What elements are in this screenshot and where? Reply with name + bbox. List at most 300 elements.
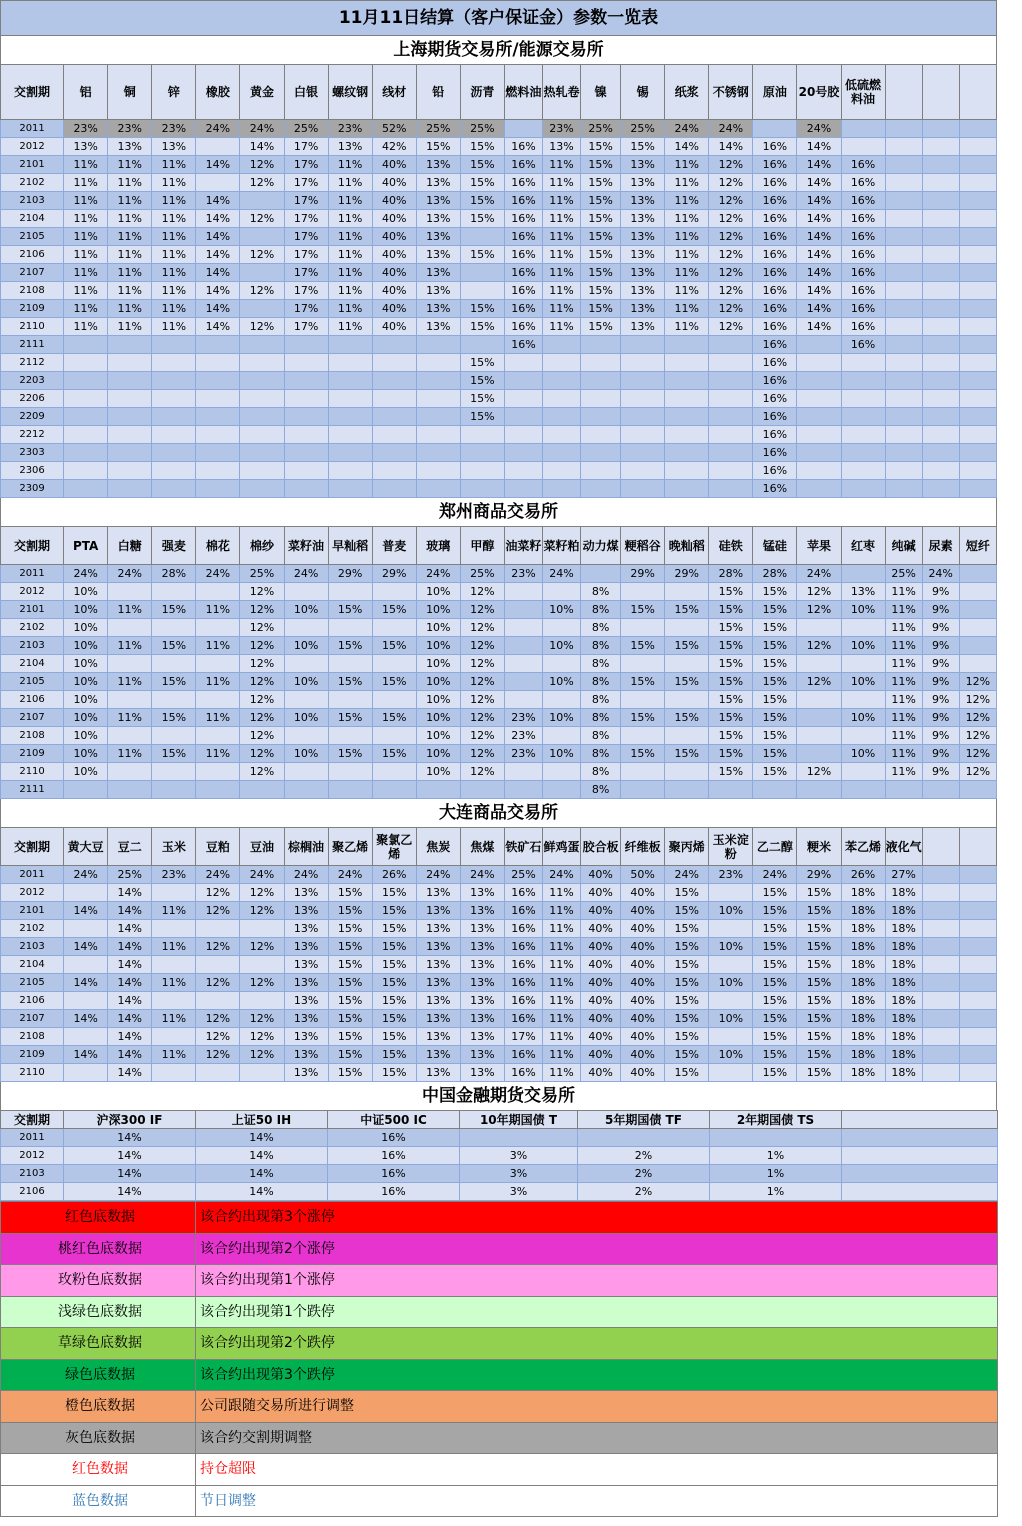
margin-cell: 13% [460, 938, 504, 956]
margin-cell: 10% [64, 619, 108, 637]
margin-cell: 16% [841, 174, 885, 192]
margin-cell [709, 462, 753, 480]
margin-cell: 25% [621, 120, 665, 138]
column-header: 焦煤 [460, 828, 504, 866]
margin-cell [240, 1064, 284, 1082]
margin-cell: 11% [64, 156, 108, 174]
delivery-period-cell: 2103 [1, 938, 64, 956]
margin-cell: 16% [504, 1064, 542, 1082]
margin-cell [922, 1046, 959, 1064]
margin-cell: 13% [460, 992, 504, 1010]
margin-cell: 17% [504, 1028, 542, 1046]
margin-cell: 15% [665, 1046, 709, 1064]
margin-cell: 18% [885, 938, 922, 956]
margin-cell: 16% [753, 408, 797, 426]
margin-cell: 40% [372, 318, 416, 336]
margin-cell: 11% [152, 192, 196, 210]
table-row [1, 974, 997, 992]
table-row [1, 673, 997, 691]
margin-cell: 11% [542, 156, 580, 174]
margin-cell [416, 354, 460, 372]
margin-cell [922, 264, 959, 282]
margin-cell [64, 1064, 108, 1082]
margin-cell: 14% [196, 300, 240, 318]
margin-cell [64, 354, 108, 372]
margin-cell: 13% [542, 138, 580, 156]
margin-cell [542, 462, 580, 480]
legend-description: 节日调整 [196, 1485, 998, 1517]
margin-cell: 15% [460, 156, 504, 174]
margin-cell [581, 336, 621, 354]
legend-row [1, 1485, 998, 1517]
margin-cell: 15% [372, 745, 416, 763]
margin-cell: 14% [797, 264, 841, 282]
margin-cell: 15% [621, 637, 665, 655]
margin-cell: 16% [753, 264, 797, 282]
margin-cell: 15% [753, 637, 797, 655]
delivery-period-cell: 2012 [1, 1147, 64, 1165]
margin-cell [196, 444, 240, 462]
margin-cell [196, 174, 240, 192]
margin-cell: 11% [885, 601, 922, 619]
margin-cell [328, 763, 372, 781]
margin-cell [665, 444, 709, 462]
margin-cell: 40% [581, 884, 621, 902]
margin-cell: 12% [240, 727, 284, 745]
margin-cell [372, 354, 416, 372]
margin-cell: 12% [709, 174, 753, 192]
margin-cell [665, 408, 709, 426]
margin-cell: 11% [152, 228, 196, 246]
header-row [1, 65, 997, 120]
column-header: 豆粕 [196, 828, 240, 866]
margin-cell [621, 444, 665, 462]
margin-cell [959, 156, 996, 174]
margin-cell: 18% [841, 956, 885, 974]
margin-cell [328, 781, 372, 799]
margin-cell: 16% [753, 174, 797, 192]
delivery-period-cell: 2108 [1, 727, 64, 745]
margin-cell: 18% [885, 1064, 922, 1082]
delivery-period-cell: 2106 [1, 691, 64, 709]
legend-row [1, 1233, 998, 1265]
margin-cell: 14% [196, 1147, 328, 1165]
margin-cell [328, 426, 372, 444]
margin-cell [108, 354, 152, 372]
margin-cell: 13% [284, 956, 328, 974]
margin-cell: 18% [841, 1028, 885, 1046]
margin-cell [885, 264, 922, 282]
margin-cell: 13% [460, 1028, 504, 1046]
margin-cell: 11% [152, 974, 196, 992]
delivery-period-cell: 2206 [1, 390, 64, 408]
margin-cell: 12% [709, 300, 753, 318]
margin-cell: 11% [665, 156, 709, 174]
margin-cell: 11% [108, 318, 152, 336]
margin-cell [64, 1028, 108, 1046]
margin-cell [64, 884, 108, 902]
margin-cell [959, 210, 996, 228]
margin-cell: 15% [328, 601, 372, 619]
margin-cell: 15% [372, 920, 416, 938]
margin-cell: 10% [542, 709, 580, 727]
margin-cell: 16% [504, 174, 542, 192]
delivery-period-cell: 2012 [1, 884, 64, 902]
margin-cell [284, 354, 328, 372]
table-cffex [0, 1110, 998, 1201]
margin-cell [240, 390, 284, 408]
margin-cell: 15% [753, 655, 797, 673]
column-header: 锡 [621, 65, 665, 120]
sheet-title: 11月11日结算（客户保证金）参数一览表 [0, 0, 997, 36]
margin-cell: 15% [581, 318, 621, 336]
margin-cell [196, 619, 240, 637]
margin-cell [504, 408, 542, 426]
margin-cell [64, 390, 108, 408]
delivery-period-cell: 2303 [1, 444, 64, 462]
column-header: 黄大豆 [64, 828, 108, 866]
margin-cell: 27% [885, 866, 922, 884]
margin-cell: 11% [542, 1010, 580, 1028]
margin-cell: 12% [240, 745, 284, 763]
margin-cell: 13% [460, 1064, 504, 1082]
margin-cell [885, 228, 922, 246]
legend-row [1, 1296, 998, 1328]
margin-cell [152, 583, 196, 601]
table-row [1, 318, 997, 336]
column-header: 粳米 [797, 828, 841, 866]
delivery-period-cell: 2106 [1, 246, 64, 264]
margin-cell [797, 745, 841, 763]
column-header: 油菜籽 [504, 527, 542, 565]
margin-cell [842, 1183, 998, 1201]
margin-cell: 15% [797, 974, 841, 992]
margin-cell [108, 390, 152, 408]
margin-cell: 13% [284, 938, 328, 956]
margin-cell: 15% [372, 956, 416, 974]
margin-cell: 16% [753, 372, 797, 390]
margin-cell: 12% [959, 745, 996, 763]
margin-cell: 15% [328, 884, 372, 902]
margin-cell [240, 992, 284, 1010]
margin-cell: 11% [542, 300, 580, 318]
margin-cell: 15% [753, 1028, 797, 1046]
delivery-period-cell: 2212 [1, 426, 64, 444]
margin-cell [108, 619, 152, 637]
margin-cell: 11% [542, 956, 580, 974]
margin-cell: 12% [959, 709, 996, 727]
margin-cell: 28% [753, 565, 797, 583]
column-header: 短纤 [959, 527, 996, 565]
margin-cell: 13% [416, 174, 460, 192]
margin-cell: 24% [753, 866, 797, 884]
margin-cell: 15% [581, 246, 621, 264]
margin-cell [504, 426, 542, 444]
margin-cell: 8% [581, 655, 621, 673]
margin-cell [885, 192, 922, 210]
margin-cell [416, 462, 460, 480]
margin-cell [959, 1064, 996, 1082]
margin-cell: 11% [542, 264, 580, 282]
margin-cell: 10% [416, 637, 460, 655]
margin-cell: 23% [108, 120, 152, 138]
margin-cell [542, 444, 580, 462]
margin-cell [284, 480, 328, 498]
margin-cell: 15% [797, 920, 841, 938]
margin-cell: 11% [108, 601, 152, 619]
margin-cell: 14% [64, 974, 108, 992]
margin-cell: 14% [64, 1046, 108, 1064]
margin-cell [542, 763, 580, 781]
margin-cell: 12% [240, 583, 284, 601]
margin-cell: 14% [797, 300, 841, 318]
margin-cell [284, 781, 328, 799]
column-header: 强麦 [152, 527, 196, 565]
margin-cell: 12% [240, 974, 284, 992]
margin-cell [621, 619, 665, 637]
delivery-period-cell: 2109 [1, 300, 64, 318]
margin-cell: 13% [416, 282, 460, 300]
margin-cell: 17% [284, 282, 328, 300]
margin-cell: 15% [665, 938, 709, 956]
margin-cell: 15% [372, 884, 416, 902]
margin-cell: 15% [328, 673, 372, 691]
margin-cell [922, 902, 959, 920]
margin-cell [709, 336, 753, 354]
margin-cell: 16% [753, 354, 797, 372]
margin-cell: 18% [885, 1010, 922, 1028]
margin-cell [665, 763, 709, 781]
margin-cell: 11% [196, 745, 240, 763]
margin-cell [665, 462, 709, 480]
section-title-shfe: 上海期货交易所/能源交易所 [0, 36, 997, 64]
margin-cell [959, 192, 996, 210]
margin-cell: 16% [504, 138, 542, 156]
margin-cell [284, 390, 328, 408]
delivery-period-cell: 2102 [1, 920, 64, 938]
margin-cell: 8% [581, 709, 621, 727]
margin-cell [64, 956, 108, 974]
margin-cell: 13% [284, 974, 328, 992]
margin-cell: 14% [797, 174, 841, 192]
margin-cell [922, 390, 959, 408]
margin-cell: 16% [504, 264, 542, 282]
margin-cell: 15% [709, 583, 753, 601]
margin-cell: 40% [621, 974, 665, 992]
margin-cell: 15% [372, 601, 416, 619]
margin-cell: 10% [709, 938, 753, 956]
column-header: 黄金 [240, 65, 284, 120]
margin-cell [240, 480, 284, 498]
margin-cell: 10% [64, 691, 108, 709]
margin-cell: 16% [328, 1147, 460, 1165]
margin-cell: 13% [621, 282, 665, 300]
margin-cell: 14% [196, 264, 240, 282]
column-header: 纯碱 [885, 527, 922, 565]
margin-cell [753, 781, 797, 799]
margin-cell: 12% [460, 763, 504, 781]
margin-cell: 13% [460, 884, 504, 902]
margin-cell: 14% [196, 1183, 328, 1201]
margin-cell [64, 462, 108, 480]
margin-cell [922, 992, 959, 1010]
margin-cell: 16% [841, 300, 885, 318]
margin-cell [152, 426, 196, 444]
margin-cell: 24% [196, 120, 240, 138]
margin-cell [959, 637, 996, 655]
margin-cell [504, 673, 542, 691]
margin-cell: 14% [108, 956, 152, 974]
margin-cell: 11% [542, 192, 580, 210]
margin-cell: 16% [753, 390, 797, 408]
margin-cell: 24% [64, 565, 108, 583]
margin-cell: 9% [922, 745, 959, 763]
column-header: 豆二 [108, 828, 152, 866]
margin-cell [959, 619, 996, 637]
margin-cell: 8% [581, 673, 621, 691]
margin-cell [542, 619, 580, 637]
margin-cell: 40% [372, 210, 416, 228]
margin-cell [959, 138, 996, 156]
margin-cell [240, 920, 284, 938]
column-header: 5年期国债 TF [578, 1111, 710, 1129]
margin-cell [460, 336, 504, 354]
delivery-period-cell: 2011 [1, 866, 64, 884]
margin-cell: 13% [416, 1028, 460, 1046]
margin-cell [64, 372, 108, 390]
margin-cell: 9% [922, 583, 959, 601]
legend-description: 持仓超限 [196, 1454, 998, 1486]
margin-cell: 13% [416, 920, 460, 938]
margin-cell [240, 336, 284, 354]
column-header: 铝 [64, 65, 108, 120]
margin-cell [885, 354, 922, 372]
legend-row [1, 1265, 998, 1297]
table-row [1, 372, 997, 390]
margin-cell: 14% [108, 1064, 152, 1082]
margin-cell [959, 1046, 996, 1064]
header-row [1, 1111, 998, 1129]
margin-cell [621, 781, 665, 799]
margin-cell: 11% [665, 228, 709, 246]
margin-cell: 12% [460, 691, 504, 709]
section-title-cffex: 中国金融期货交易所 [0, 1082, 997, 1110]
margin-cell: 15% [665, 1010, 709, 1028]
margin-cell [797, 444, 841, 462]
margin-cell [108, 444, 152, 462]
margin-cell: 10% [841, 709, 885, 727]
margin-cell: 1% [710, 1183, 842, 1201]
margin-cell [959, 1010, 996, 1028]
margin-cell [922, 354, 959, 372]
margin-cell [959, 174, 996, 192]
margin-cell [504, 354, 542, 372]
margin-cell: 17% [284, 246, 328, 264]
margin-cell: 23% [152, 120, 196, 138]
margin-cell: 12% [196, 1010, 240, 1028]
margin-cell: 14% [196, 1165, 328, 1183]
table-row [1, 583, 997, 601]
delivery-period-cell: 2209 [1, 408, 64, 426]
margin-cell: 3% [460, 1183, 578, 1201]
margin-cell [372, 480, 416, 498]
margin-cell [328, 480, 372, 498]
margin-cell: 12% [709, 156, 753, 174]
margin-cell [152, 920, 196, 938]
column-header: 白银 [284, 65, 328, 120]
margin-cell [959, 372, 996, 390]
margin-cell: 9% [922, 655, 959, 673]
column-header: 棉花 [196, 527, 240, 565]
margin-cell: 8% [581, 619, 621, 637]
table-row [1, 1147, 998, 1165]
margin-cell: 15% [753, 902, 797, 920]
margin-cell [842, 1165, 998, 1183]
column-header: 玻璃 [416, 527, 460, 565]
margin-cell: 12% [240, 637, 284, 655]
margin-cell: 12% [196, 1046, 240, 1064]
margin-cell [959, 300, 996, 318]
delivery-period-cell: 2306 [1, 462, 64, 480]
margin-cell: 10% [64, 583, 108, 601]
margin-cell: 13% [841, 583, 885, 601]
margin-cell [504, 763, 542, 781]
margin-cell: 11% [152, 938, 196, 956]
margin-cell [959, 354, 996, 372]
margin-cell [885, 282, 922, 300]
margin-cell [665, 354, 709, 372]
margin-cell: 11% [328, 156, 372, 174]
delivery-period-cell: 2107 [1, 1010, 64, 1028]
delivery-period-cell: 2011 [1, 120, 64, 138]
margin-cell: 14% [797, 318, 841, 336]
margin-cell: 23% [152, 866, 196, 884]
margin-cell [328, 372, 372, 390]
margin-cell: 15% [753, 619, 797, 637]
margin-cell [372, 408, 416, 426]
margin-cell: 14% [108, 884, 152, 902]
margin-cell [196, 390, 240, 408]
margin-cell: 14% [108, 992, 152, 1010]
margin-cell: 12% [460, 601, 504, 619]
margin-cell [504, 655, 542, 673]
margin-cell: 18% [841, 920, 885, 938]
margin-cell: 24% [240, 120, 284, 138]
margin-cell: 16% [841, 336, 885, 354]
margin-cell [959, 480, 996, 498]
margin-cell [959, 956, 996, 974]
margin-cell: 15% [621, 673, 665, 691]
margin-cell: 14% [797, 246, 841, 264]
margin-cell: 14% [797, 282, 841, 300]
margin-cell [959, 444, 996, 462]
margin-cell: 16% [504, 920, 542, 938]
margin-cell [959, 565, 996, 583]
margin-cell: 24% [328, 866, 372, 884]
delivery-period-cell: 2110 [1, 318, 64, 336]
delivery-period-cell: 2105 [1, 228, 64, 246]
margin-cell [504, 390, 542, 408]
table-row [1, 336, 997, 354]
margin-cell: 18% [841, 974, 885, 992]
margin-cell [328, 619, 372, 637]
table-row [1, 1129, 998, 1147]
margin-cell [284, 408, 328, 426]
margin-cell: 11% [64, 282, 108, 300]
margin-cell [621, 354, 665, 372]
margin-cell [152, 691, 196, 709]
margin-cell: 11% [152, 282, 196, 300]
